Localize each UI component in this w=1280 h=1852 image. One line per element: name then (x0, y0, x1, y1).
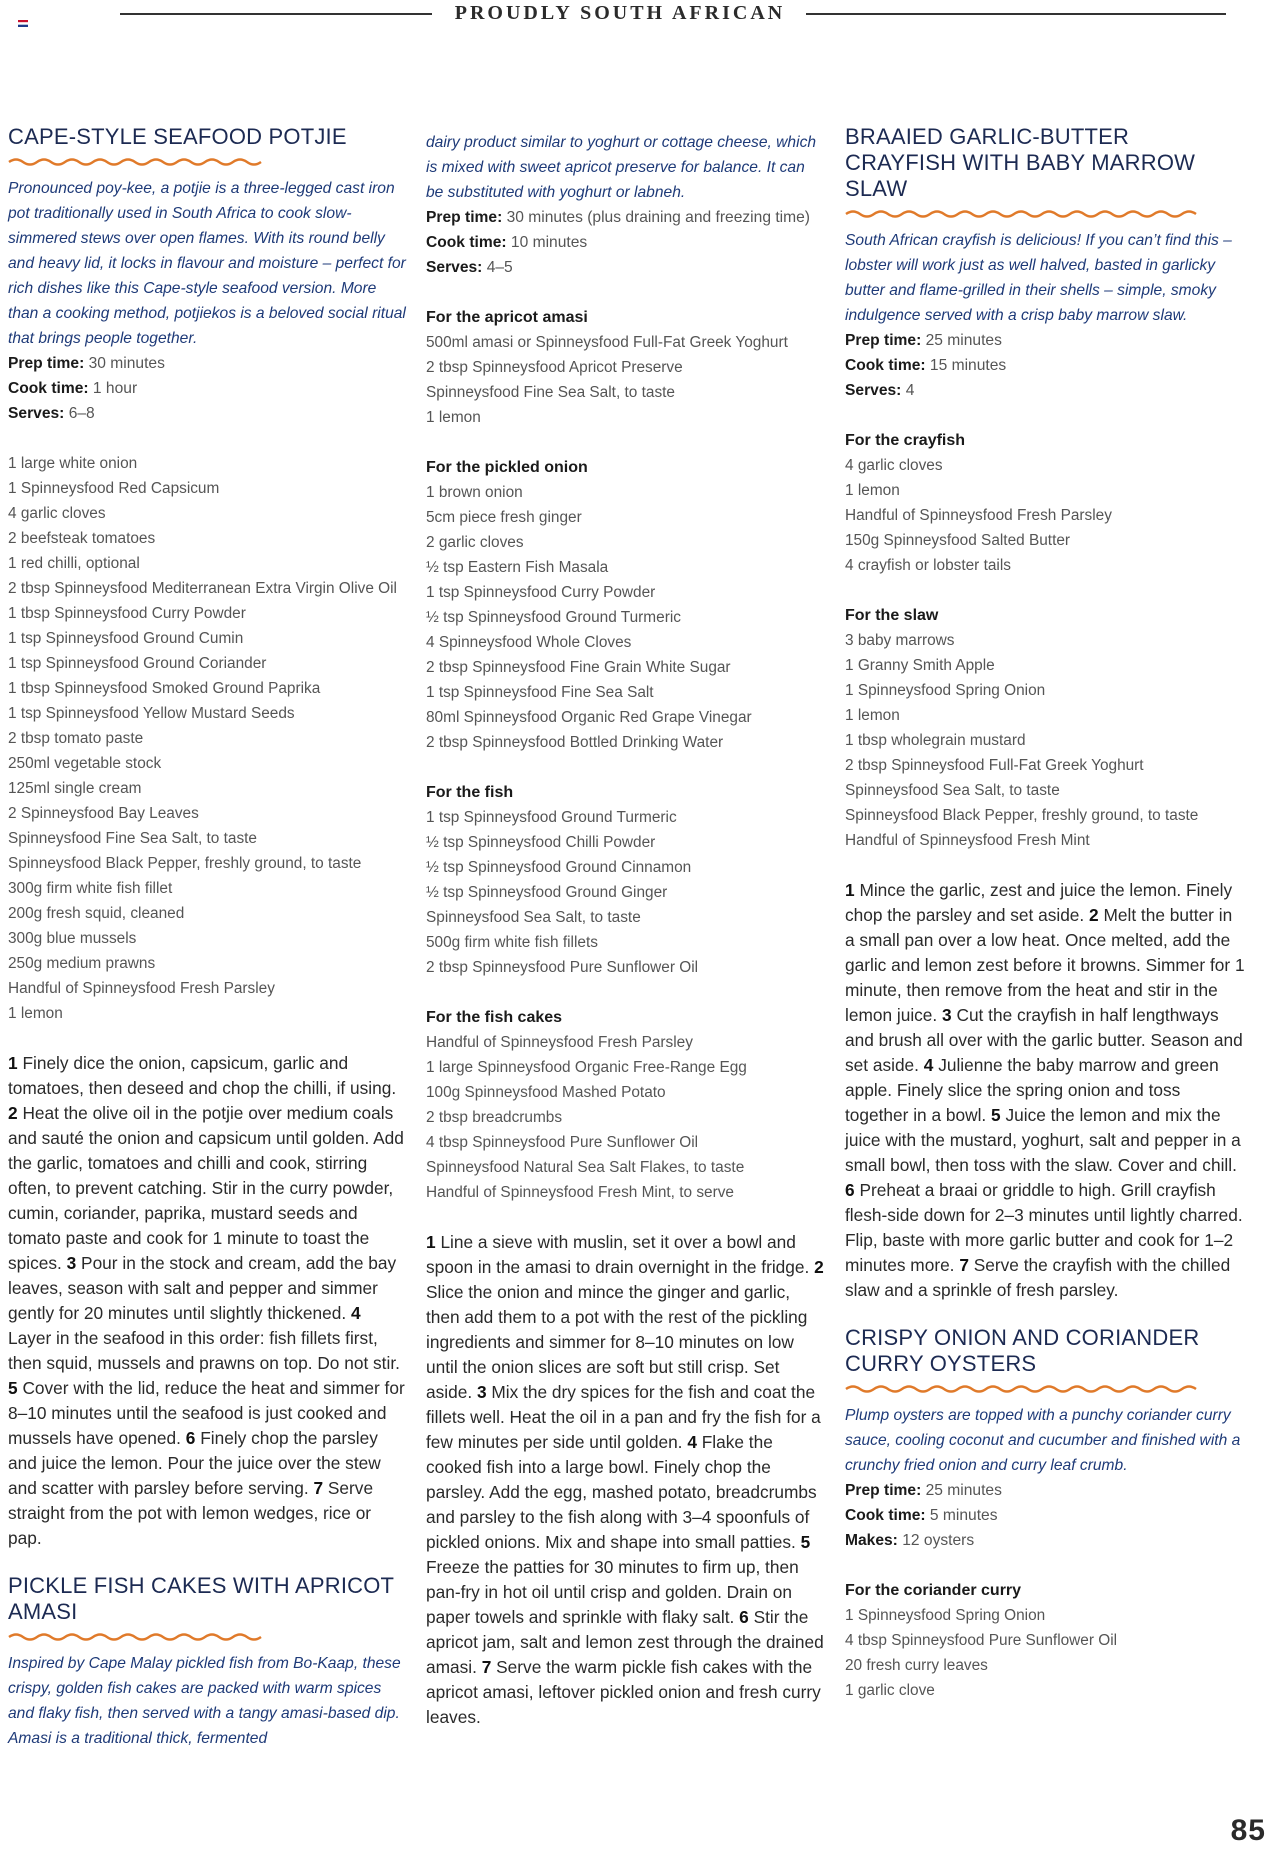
ingredient-item: 1 lemon (8, 1005, 63, 1022)
ingredient-item: 2 tbsp Spinneysfood Apricot Preserve (426, 359, 683, 376)
ingredient-item: 1 Spinneysfood Red Capsicum (8, 480, 220, 497)
serves: Serves: 6–8 (8, 405, 95, 422)
step-text: Slice the onion and mince the ginger and garlic, then add them to a pot with the rest of the pickling ingredients and simmer for 8–10 minutes on low until the onion slices are soft but still crisp. Set aside. (426, 1282, 808, 1402)
ingredient-item: 200g fresh squid, cleaned (8, 905, 185, 922)
ingredient-list (845, 628, 1245, 853)
ingredient-item: 2 beefsteak tomatoes (8, 530, 156, 547)
ingredient-item: 1 lemon (845, 482, 900, 499)
ingredient-item: 4 Spinneysfood Whole Cloves (426, 634, 632, 651)
recipe-intro: South African crayfish is delicious! If you can’t find this – lobster will work just as well halved, basted in garlicky butter and flame-grilled in their shells – simple, smoky indulgence served with a crisp baby marrow slaw. (845, 232, 1232, 324)
step-text: Serve straight from the pot with lemon wedges, rice or pap. (8, 1478, 374, 1548)
ingredient-item: 4 garlic cloves (8, 505, 106, 522)
ingredient-item: 3 baby marrows (845, 632, 955, 649)
ingredient-item: 100g Spinneysfood Mashed Potato (426, 1084, 666, 1101)
ingredient-item: 250ml vegetable stock (8, 755, 162, 772)
wave-divider (8, 156, 270, 168)
step-text: Mince the garlic, zest and juice the lemon. Finely chop the parsley and set aside. (845, 880, 1233, 925)
ingredient-item: Spinneysfood Natural Sea Salt Flakes, to taste (426, 1159, 745, 1176)
recipe-method (8, 1051, 408, 1551)
recipe-title: PICKLE FISH CAKES WITH APRICOT AMASI (8, 1573, 394, 1624)
step-number: 2 (8, 1103, 18, 1123)
ingredient-item: 125ml single cream (8, 780, 142, 797)
ingredient-item: ½ tsp Spinneysfood Ground Cinnamon (426, 859, 692, 876)
ingredient-list (845, 1603, 1245, 1703)
column-2 (426, 130, 826, 1730)
step-text: Pour in the stock and cream, add the bay leaves, season with salt and pepper and simmer gently for 20 minutes until slightly thickened. (8, 1253, 397, 1323)
ingredient-list (845, 453, 1245, 578)
ingredient-item: 1 large white onion (8, 455, 138, 472)
ingredient-section-title: For the pickled onion (426, 459, 588, 476)
ingredient-item: 150g Spinneysfood Salted Butter (845, 532, 1071, 549)
ingredient-item: Handful of Spinneysfood Fresh Mint, to serve (426, 1184, 734, 1201)
step-text: Freeze the patties for 30 minutes to firm up, then pan-fry in hot oil until crisp and golden. Drain on paper towels and sprinkle with flaky salt. (426, 1557, 799, 1627)
ingredient-item: Spinneysfood Sea Salt, to taste (426, 909, 641, 926)
recipe-title: CAPE-STYLE SEAFOOD POTJIE (8, 124, 347, 149)
ingredient-item: 1 tbsp Spinneysfood Curry Powder (8, 605, 246, 622)
step-number: 1 (8, 1053, 18, 1073)
step-text: Cut the crayfish in half lengthways and brush all over with the garlic butter. Season and set aside. (845, 1005, 1243, 1075)
page-header (0, 0, 1280, 30)
ingredient-item: 1 lemon (845, 707, 900, 724)
ingredient-item: 1 tsp Spinneysfood Curry Powder (426, 584, 656, 601)
step-number: 2 (814, 1257, 824, 1277)
serves: Serves: 4–5 (426, 259, 513, 276)
ingredient-list (426, 805, 826, 980)
ingredient-item: Spinneysfood Fine Sea Salt, to taste (8, 830, 257, 847)
recipe-title: BRAAIED GARLIC-BUTTER CRAYFISH WITH BABY MARROW SLAW (845, 124, 1196, 201)
step-number: 4 (923, 1055, 934, 1075)
step-number: 3 (66, 1253, 77, 1273)
ingredient-item: Handful of Spinneysfood Fresh Parsley (426, 1034, 693, 1051)
ingredient-item: 250g medium prawns (8, 955, 156, 972)
step-number: 7 (959, 1255, 969, 1275)
ingredient-item: 300g blue mussels (8, 930, 137, 947)
step-text: Serve the warm pickle fish cakes with the apricot amasi, leftover pickled onion and fresh curry leaves. (426, 1657, 821, 1727)
ingredient-item: 2 tbsp Spinneysfood Fine Grain White Sugar (426, 659, 731, 676)
makes: Makes: 12 oysters (845, 1532, 975, 1549)
ingredient-item: 2 tbsp Spinneysfood Full-Fat Greek Yoghurt (845, 757, 1144, 774)
ingredient-item: 1 tsp Spinneysfood Ground Coriander (8, 655, 267, 672)
ingredient-item: 2 tbsp tomato paste (8, 730, 144, 747)
header-rule-right (806, 13, 1226, 15)
recipe-method (426, 1230, 826, 1730)
step-text: Julienne the baby marrow and green apple. Finely slice the spring onion and toss together in a bowl. (845, 1055, 1219, 1125)
step-text: Melt the butter in a small pan over a low heat. Once melted, add the garlic and lemon zest before it browns. Simmer for 1 minute, then remove from the heat and stir in the lemon juice. (845, 905, 1245, 1025)
step-number: 3 (942, 1005, 952, 1025)
ingredient-item: 300g firm white fish fillet (8, 880, 173, 897)
ingredient-item: 1 tsp Spinneysfood Ground Turmeric (426, 809, 677, 826)
ingredient-item: 1 brown onion (426, 484, 523, 501)
step-text: Serve the crayfish with the chilled slaw and a sprinkle of fresh parsley. (845, 1255, 1231, 1300)
ingredient-item: 2 tbsp Spinneysfood Bottled Drinking Water (426, 734, 724, 751)
prep-time: Prep time: 30 minutes (plus draining and freezing time) (426, 209, 810, 226)
ingredient-item: 2 tbsp Spinneysfood Mediterranean Extra Virgin Olive Oil (8, 580, 397, 597)
ingredient-sections (426, 305, 826, 1205)
ingredient-section-title: For the apricot amasi (426, 309, 588, 326)
prep-time: Prep time: 30 minutes (8, 355, 165, 372)
prep-time: Prep time: 25 minutes (845, 1482, 1002, 1499)
flag-icon (18, 20, 28, 27)
ingredient-item: ½ tsp Spinneysfood Ground Ginger (426, 884, 668, 901)
ingredient-section-title: For the fish (426, 784, 514, 801)
page-number: 85 (1230, 1814, 1266, 1847)
serves: Serves: 4 (845, 382, 915, 399)
step-number: 1 (426, 1232, 436, 1252)
ingredient-item: 1 tsp Spinneysfood Fine Sea Salt (426, 684, 654, 701)
ingredient-item: 1 tsp Spinneysfood Yellow Mustard Seeds (8, 705, 295, 722)
step-text: Preheat a braai or griddle to high. Grill crayfish flesh-side down for 2–3 minutes until lightly charred. Flip, baste with more garlic butter and cook for 1–2 minutes more. (845, 1180, 1243, 1275)
section-title: PROUDLY SOUTH AFRICAN (454, 2, 786, 24)
ingredient-item: 2 garlic cloves (426, 534, 524, 551)
step-number: 3 (476, 1382, 487, 1402)
step-number: 6 (845, 1180, 855, 1200)
ingredient-item: 1 tbsp wholegrain mustard (845, 732, 1026, 749)
ingredient-item: Spinneysfood Fine Sea Salt, to taste (426, 384, 675, 401)
step-text: Mix the dry spices for the fish and coat the fillets well. Heat the oil in a pan and fry the fish for a few minutes per side until golden. (426, 1382, 821, 1452)
ingredient-item: 2 tbsp breadcrumbs (426, 1109, 563, 1126)
ingredient-item: 500ml amasi or Spinneysfood Full-Fat Greek Yoghurt (426, 334, 788, 351)
ingredient-item: Handful of Spinneysfood Fresh Parsley (845, 507, 1112, 524)
header-rule-left (120, 13, 432, 15)
step-number: 5 (991, 1105, 1001, 1125)
ingredient-item: 1 red chilli, optional (8, 555, 140, 572)
step-number: 6 (739, 1607, 749, 1627)
step-number: 1 (845, 880, 855, 900)
prep-time: Prep time: 25 minutes (845, 332, 1002, 349)
ingredient-item: 80ml Spinneysfood Organic Red Grape Vinegar (426, 709, 752, 726)
ingredient-item: ½ tsp Spinneysfood Chilli Powder (426, 834, 656, 851)
ingredient-item: Spinneysfood Sea Salt, to taste (845, 782, 1060, 799)
ingredient-section-title: For the fish cakes (426, 1009, 563, 1026)
ingredient-list (8, 451, 408, 1026)
ingredient-item: 4 tbsp Spinneysfood Pure Sunflower Oil (426, 1134, 699, 1151)
cook-time: Cook time: 15 minutes (845, 357, 1007, 374)
ingredient-item: Spinneysfood Black Pepper, freshly ground, to taste (8, 855, 362, 872)
ingredient-item: 1 tbsp Spinneysfood Smoked Ground Paprika (8, 680, 321, 697)
cook-time: Cook time: 5 minutes (845, 1507, 998, 1524)
ingredient-item: 1 lemon (426, 409, 481, 426)
step-text: Heat the olive oil in the potjie over medium coals and sauté the onion and capsicum until golden. Add the garlic, tomatoes and chilli and cook, stirring often, to prevent catching. Stir in the curry powder, cumin, coriander, paprika, mustard seeds and tomato paste and cook for 1 minute to toast the spices. (8, 1103, 404, 1273)
step-number: 2 (1089, 905, 1099, 925)
ingredient-item: 2 Spinneysfood Bay Leaves (8, 805, 199, 822)
ingredient-list (426, 480, 826, 755)
wave-divider (845, 208, 1200, 220)
ingredient-item: 2 tbsp Spinneysfood Pure Sunflower Oil (426, 959, 699, 976)
recipe-intro: Inspired by Cape Malay pickled fish from Bo-Kaap, these crispy, golden fish cakes are packed with warm spices and flaky fish, then served with a tangy amasi-based dip. Amasi is a traditional thick, fermented (8, 1655, 401, 1747)
ingredient-sections (845, 428, 1245, 853)
ingredient-item: 1 tsp Spinneysfood Ground Cumin (8, 630, 244, 647)
ingredient-item: Spinneysfood Black Pepper, freshly ground, to taste (845, 807, 1199, 824)
ingredient-item: ½ tsp Spinneysfood Ground Turmeric (426, 609, 681, 626)
step-text: Juice the lemon and mix the juice with the mustard, yoghurt, salt and pepper in a small bowl, then toss with the slaw. Cover and chill. (845, 1105, 1241, 1175)
ingredient-item: 1 large Spinneysfood Organic Free-Range Egg (426, 1059, 747, 1076)
step-text: Line a sieve with muslin, set it over a bowl and spoon in the amasi to drain overnight in the fridge. (426, 1232, 810, 1277)
ingredient-item: 4 tbsp Spinneysfood Pure Sunflower Oil (845, 1632, 1118, 1649)
step-text: Flake the cooked fish into a large bowl. Finely chop the parsley. Add the egg, mashed potato, breadcrumbs and parsley to the fish along with 3–4 spoonfuls of pickled onions. Mix and shape into small patties. (426, 1432, 817, 1552)
ingredient-item: 500g firm white fish fillets (426, 934, 598, 951)
ingredient-item: 4 garlic cloves (845, 457, 943, 474)
ingredient-item: 1 Spinneysfood Spring Onion (845, 1607, 1046, 1624)
cook-time: Cook time: 1 hour (8, 380, 138, 397)
ingredient-item: Handful of Spinneysfood Fresh Mint (845, 832, 1090, 849)
step-number: 7 (481, 1657, 492, 1677)
recipe-intro-continued: dairy product similar to yoghurt or cottage cheese, which is mixed with sweet apricot preserve for balance. It can be substituted with yoghurt or labneh. (426, 134, 817, 201)
step-number: 4 (687, 1432, 697, 1452)
ingredient-item: 1 garlic clove (845, 1682, 935, 1699)
ingredient-item: 5cm piece fresh ginger (426, 509, 582, 526)
step-text: Cover with the lid, reduce the heat and simmer for 8–10 minutes until the seafood is just cooked and mussels have opened. (8, 1378, 405, 1448)
wave-divider (845, 1383, 1200, 1395)
ingredient-item: 20 fresh curry leaves (845, 1657, 988, 1674)
column-3 (845, 124, 1245, 1703)
step-number: 4 (350, 1303, 361, 1323)
wave-divider (8, 1631, 270, 1643)
column-1 (8, 124, 408, 1751)
recipe-intro: Plump oysters are topped with a punchy coriander curry sauce, cooling coconut and cucumber and finished with a crunchy fried onion and curry leaf crumb. (845, 1407, 1241, 1474)
cook-time: Cook time: 10 minutes (426, 234, 588, 251)
step-number: 5 (8, 1378, 18, 1398)
ingredient-item: 1 Granny Smith Apple (845, 657, 995, 674)
step-text: Stir the apricot jam, salt and lemon zest through the drained amasi. (426, 1607, 824, 1677)
step-number: 6 (185, 1428, 196, 1448)
recipe-method (845, 878, 1245, 1303)
step-text: Finely chop the parsley and juice the lemon. Pour the juice over the stew and scatter with parsley before serving. (8, 1428, 381, 1498)
ingredient-list (426, 330, 826, 430)
ingredient-section-title: For the slaw (845, 607, 939, 624)
step-number: 5 (800, 1532, 811, 1552)
step-number: 7 (313, 1478, 324, 1498)
ingredient-section-title: For the coriander curry (845, 1582, 1022, 1599)
recipe-intro: Pronounced poy-kee, a potjie is a three-legged cast iron pot traditionally used in South Africa to cook slow-simmered stews over open flames. With its round belly and heavy lid, it locks in flavour and moisture – perfect for rich dishes like this Cape-style seafood version. More than a cooking method, potjiekos is a beloved social ritual that brings people together. (8, 180, 406, 347)
step-text: Finely dice the onion, capsicum, garlic and tomatoes, then deseed and chop the chilli, if using. (8, 1053, 397, 1098)
recipe-title: CRISPY ONION AND CORIANDER CURRY OYSTERS (845, 1325, 1200, 1376)
ingredient-list (426, 1030, 826, 1205)
ingredient-item: ½ tsp Eastern Fish Masala (426, 559, 609, 576)
ingredient-item: 4 crayfish or lobster tails (845, 557, 1011, 574)
ingredient-item: 1 Spinneysfood Spring Onion (845, 682, 1046, 699)
step-text: Layer in the seafood in this order: fish fillets first, then squid, mussels and prawns on top. Do not stir. (8, 1328, 400, 1373)
ingredient-section-title: For the crayfish (845, 432, 966, 449)
ingredient-item: Handful of Spinneysfood Fresh Parsley (8, 980, 275, 997)
